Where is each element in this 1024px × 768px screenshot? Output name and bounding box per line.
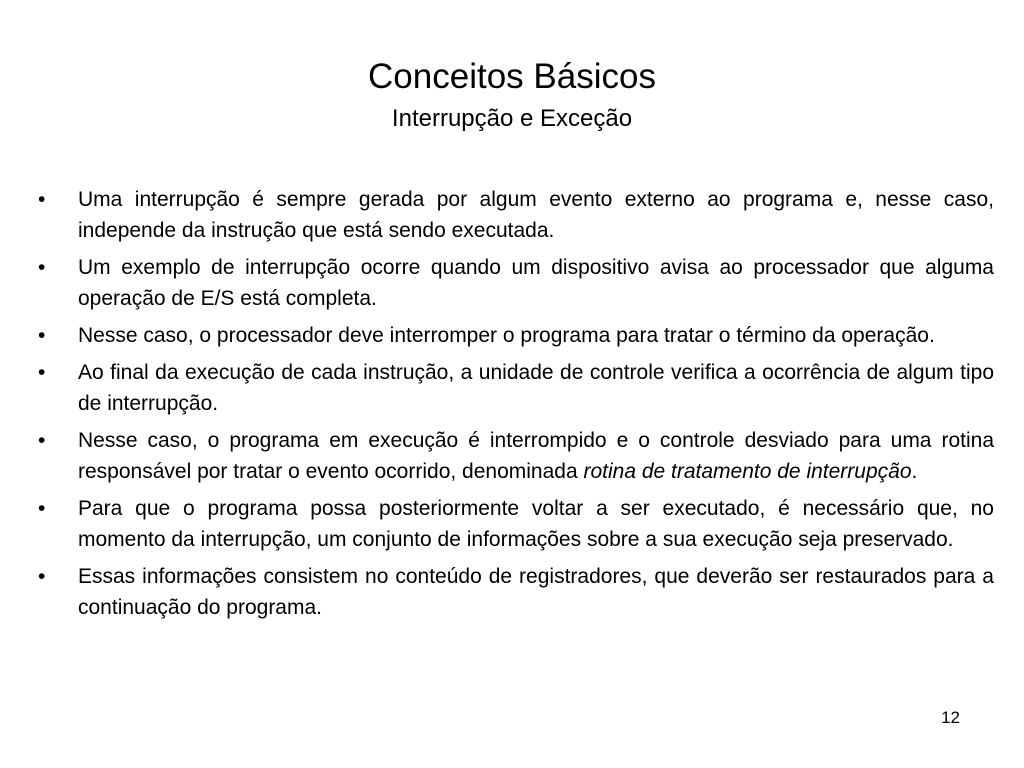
bullet-icon: •	[38, 188, 46, 211]
bullet-item	[38, 561, 994, 623]
bullet-icon: •	[38, 256, 46, 279]
bullet-icon: •	[38, 429, 46, 452]
bullet-icon: •	[38, 565, 46, 588]
bullet-text: Nesse caso, o programa em execução é interrompido e o controle desviado para uma rotina responsável por tratar o evento ocorrido, denominada	[78, 429, 994, 483]
bullet-item	[38, 320, 994, 351]
bullet-item	[38, 425, 994, 487]
bullet-text: Para que o programa possa posteriormente voltar a ser executado, é necessário que, no momento da interrupção, um conjunto de informações sobre a sua execução seja preservado.	[78, 497, 994, 551]
bullet-emphasis: rotina de tratamento de interrupção	[583, 460, 912, 483]
bullet-list	[38, 184, 994, 629]
bullet-text: Nesse caso, o processador deve interromper o programa para tratar o término da operação.	[78, 324, 935, 347]
bullet-item	[38, 252, 994, 314]
bullet-text: Essas informações consistem no conteúdo de registradores, que deverão ser restaurados para a continuação do programa.	[78, 565, 994, 619]
bullet-item	[38, 357, 994, 419]
slide-subtitle: Interrupção e Exceção	[391, 105, 633, 132]
bullet-suffix: .	[911, 460, 918, 483]
bullet-item	[38, 493, 994, 555]
bullet-text: Uma interrupção é sempre gerada por algum evento externo ao programa e, nesse caso, independe da instrução que está sendo executada.	[78, 188, 994, 242]
page-number: 12	[941, 708, 960, 727]
slide-title: Conceitos Básicos	[368, 57, 656, 96]
bullet-text: Ao final da execução de cada instrução, a unidade de controle verifica a ocorrência de algum tipo de interrupção.	[78, 361, 994, 415]
bullet-text: Um exemplo de interrupção ocorre quando um dispositivo avisa ao processador que alguma operação de E/S está completa.	[78, 256, 994, 310]
bullet-icon: •	[38, 361, 46, 384]
bullet-icon: •	[38, 324, 46, 347]
bullet-item	[38, 184, 994, 246]
bullet-icon: •	[38, 497, 46, 520]
